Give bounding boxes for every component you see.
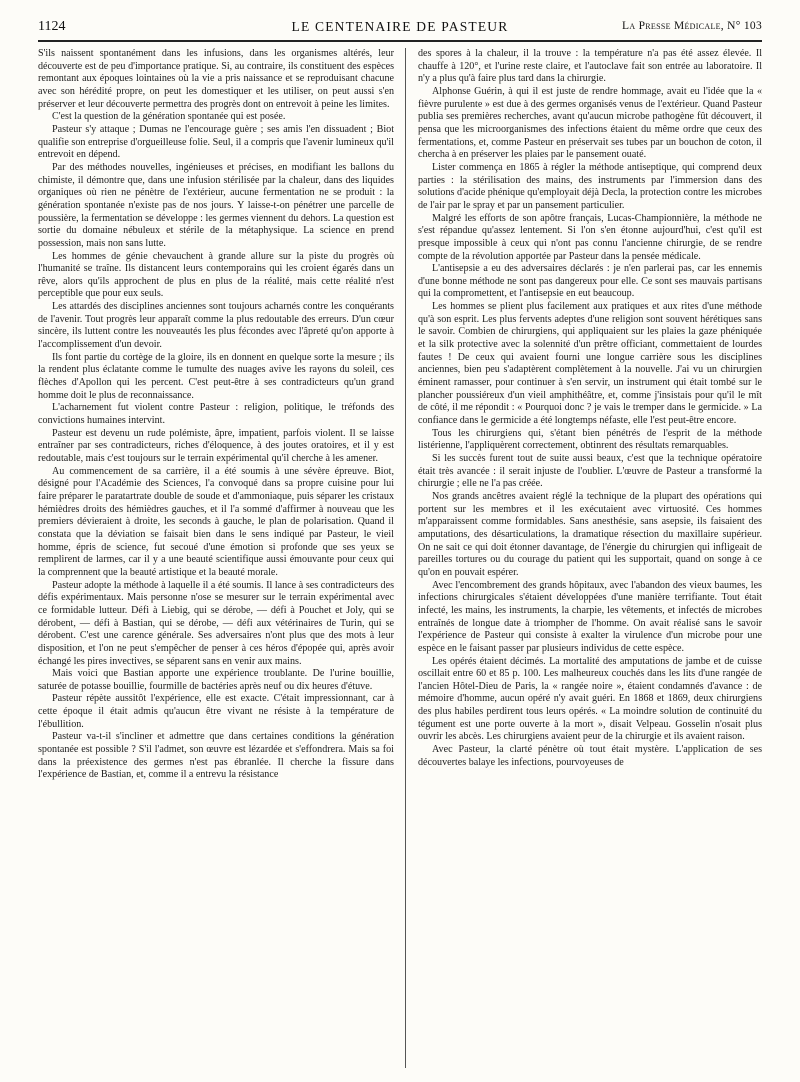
paragraph: C'est la question de la génération spontanée qui est posée. [52, 111, 286, 123]
paragraph: Avec Pasteur, la clarté pénètre où tout était mystère. L'application de ses découvertes balaye les infections, pourvoyeuses de [418, 744, 762, 768]
paragraph: Les attardés des disciplines anciennes sont toujours acharnés contre les conquérants de l'avenir. Tout progrès leur apparaît comme la plus redoutable des erreurs. D'un cœur sincère, ils luttent contre les nouveautés les plus fécondes avec l'âpreté qu'on apporte à l'accomplissement d'un devoir. [38, 301, 394, 351]
paragraph: Lister commença en 1865 à régler la méthode antiseptique, qui comprend deux parties : la stérilisation des mains, des instruments par l'immersion dans des solutions d'acide phénique qu'employait déjà Decla, la protection contre les microbes de l'air par le spray et par un pansement particulier. [418, 161, 762, 211]
paragraph: Nos grands ancêtres avaient réglé la technique de la plupart des opérations qui portent sur les membres et il les exécutaient avec virtuosité. Ces hommes m'apparaissent comme formidables. Sans anesthésie, sans asepsie, ils faisaient des amputations, des désarticulations, la dramatique résection du maxillaire supérieur. On ne sait ce qui doit étonner davantage, de l'énergie du chirurgien qui infligeait de pareilles tortures ou du courage du patient qui les supportait, quand on songe à ce qu'on en pouvait espérer. [418, 490, 762, 578]
paragraph: L'antisepsie a eu des adversaires déclarés : je n'en parlerai pas, car les ennemis d'une bonne méthode ne sont pas dangereux pour elle. Ce sont ses mauvais partisans qui la compromettent, et l'antisepsie en eut beaucoup. [418, 263, 762, 300]
paragraph: Les hommes se plient plus facilement aux pratiques et aux rites d'une méthode qu'à son esprit. Les plus fervents adeptes d'une religion sont souvent hérétiques sans le savoir. Combien de chirurgiens, qui appliquaient sur les plaies la gaze phéniquée et la silk protective avec la solennité d'un prêtre officiant, commettaient de lourdes fautes ! De ceux qui avaient fourni une longue carrière sous les disciplines anciennes, bien peu s'adaptèrent complètement à la nouvelle. J'ai vu un chirurgien éminent ramasser, pour continuer à s'en servir, un instrument qui était tombé sur le plancher poussiéreux d'un vieil amphithéâtre, et, comme j'insistais pour qu'il le mît de côté, il me répondit : « Pourquoi donc ? je vais le tremper dans le germicide. » La confiance dans le germicide a été longtemps néfaste, elle l'est peut-être encore. [418, 301, 762, 427]
column-divider [405, 48, 406, 1068]
paragraph: Pasteur est devenu un rude polémiste, âpre, impatient, parfois violent. Il se laisse entraîner par ses contradicteurs, riches d'éloquence, à des joutes oratoires, et il y est redoutable, mais c'est toujours sur le terrain expérimental qu'il cherche à les amener. [38, 427, 394, 464]
paragraph: Les opérés étaient décimés. La mortalité des amputations de jambe et de cuisse oscillait entre 60 et 85 p. 100. Les malheureux couchés dans les lits d'une rangée de l'ancien Hôtel-Dieu de Paris, la « rangée noire », étaient condamnés d'avance : de mémoire d'homme, aucun opéré n'y avait guéri. En 1868 et 1869, deux chirurgiens des plus habiles perdirent tous leurs opérés. « La moindre solution de continuité du tégument est une porte ouverte à la mort », disait Velpeau. Gosselin n'osait plus ouvrir les abcès. Les chirurgiens avaient peur de la chirurgie et ils avaient raison. [418, 655, 762, 743]
paragraph: Si les succès furent tout de suite aussi beaux, c'est que la technique opératoire était très avancée : il serait injuste de l'oublier. L'œuvre de Pasteur a transformé la chirurgie ; elle ne l'a pas créée. [418, 453, 762, 490]
journal-issue: La Presse Médicale, N° 103 [622, 20, 762, 32]
page-header [38, 14, 762, 42]
right-column [418, 48, 762, 1074]
paragraph: Mais voici que Bastian apporte une expérience troublante. De l'urine bouillie, saturée de potasse bouillie, fourmille de bactéries après neuf ou dix heures d'étuve. [38, 668, 394, 692]
paragraph: L'acharnement fut violent contre Pasteur : religion, politique, le tréfonds des convictions humaines intervint. [38, 402, 394, 427]
paragraph: Par des méthodes nouvelles, ingénieuses et précises, en modifiant les ballons du chimiste, il démontre que, dans une infusion stérilisée par la chaleur, dans des liquides organiques où rien ne pénètre de l'extérieur, aucune fermentation ne se produit : la génération spontanée n'existe pas de nos jours. Y laisse-t-on pénétrer une parcelle de poussière, la fermentation se développe : les germes viennent du dehors. La question est sortie du domaine nébuleux et stérile de la métaphysique. La science en prend possession, mais non sans lutte. [38, 161, 394, 249]
running-title: LE CENTENAIRE DE PASTEUR [291, 19, 509, 34]
paragraph: Pasteur adopte la méthode à laquelle il a été soumis. Il lance à ses contradicteurs des défis expérimentaux. Mais personne n'ose se mesurer sur le terrain expérimental avec ce formidable lutteur. Défi à Liebig, qui se dérobe, — défi à Pouchet et Joly, qui se dérobent, — défi à Bastian, qui se dérobe, — défi aux vétérinaires de Turin, qui se dérobent. C'est une carence générale. Ses adversaires n'ont plus que des mots à leur disposition, et l'on ne peut s'empêcher de penser à ces héros d'épopée qui, après avoir échangé les pires invectives, se séparent sans en venir aux mains. [38, 579, 394, 667]
paragraph: Ils font partie du cortège de la gloire, ils en donnent en quelque sorte la mesure ; ils la rendent plus éclatante comme le tumulte des nuages avive les rayons du soleil, ces flèches d'Apollon qui les percent. C'est peut-être à ses contradicteurs qu'un grand homme doit le plus de reconnaissance. [38, 351, 394, 401]
paragraph: Pasteur répète aussitôt l'expérience, elle est exacte. C'était impressionnant, car à cette époque il était admis qu'aucun être vivant ne résiste à la température de l'ébullition. [38, 693, 394, 730]
paragraph: des spores à la chaleur, il la trouve : la température n'a pas été assez élevée. Il chauffe à 120°, et l'urine reste claire, et l'autoclave fait son entrée au laboratoire. Il n'y a plus qu'à faire plus tard dans la chirurgie. [418, 48, 762, 85]
paragraph: Avec l'encombrement des grands hôpitaux, avec l'abandon des vieux baumes, les infections chirurgicales s'étaient développées d'une manière terrifiante. Tout était infecté, les mains, les instruments, la charpie, les vêtements, et infectés de microbes entraînés de longue date à triompher de l'homme. On avait réalisé sans le savoir l'expérience de Pasteur qui consiste à exalter la virulence d'un microbe pour une espèce en le faisant passer par plusieurs individus de cette espèce. [418, 579, 762, 654]
paragraph: Tous les chirurgiens qui, s'étant bien pénétrés de l'esprit de la méthode listérienne, l'appliquèrent correctement, obtinrent des résultats remarquables. [418, 427, 762, 452]
paragraph: Pasteur va-t-il s'incliner et admettre que dans certaines conditions la génération spontanée est possible ? S'il l'admet, son œuvre est lézardée et s'effondrera. Mais sa foi dans la préexistence des germes n'est pas ébranlée. Il cherche la fissure dans l'expérience de Bastian, et, comme il a entrevu la résistance [38, 731, 394, 781]
paragraph: Malgré les efforts de son apôtre français, Lucas-Championnière, la méthode ne s'est répandue qu'assez lentement. Si l'on s'en étonne aujourd'hui, c'est qu'il est presque impossible à ceux qui n'ont pas connu l'ancienne chirurgie, de se rendre compte de la révolution apportée par Pasteur dans la pensée médicale. [418, 212, 762, 262]
paragraph: Alphonse Guérin, à qui il est juste de rendre hommage, avait eu l'idée que la « fièvre purulente » est due à des germes organisés venus de l'extérieur. Quand Pasteur publia ses premières recherches, avant qu'aucun microbe pathogène fût découvert, il pensa que les microorganismes des infections étaient du même ordre que ceux des fermentations, et, comme Pasteur en préservait ses tubes par un bouchon de coton, il chercha à en préserver les plaies par le pansement ouaté. [418, 85, 762, 161]
page-number: 1124 [38, 19, 66, 34]
paragraph: Pasteur s'y attaque ; Dumas ne l'encourage guère ; ses amis l'en dissuadent ; Biot qualifie son entreprise d'orgueilleuse folie. Seul, il a compris que l'avenir lumineux qu'il entrevoit en dépend. [38, 123, 394, 161]
paragraph: Au commencement de sa carrière, il a été soumis à une sévère épreuve. Biot, désigné pour l'Académie des Sciences, l'a convoqué dans sa propre cuisine pour lui faire préparer le paratartrate double de soude et d'ammoniaque, puis séparer les cristaux hémièdres droits des hémièdres gauches, et il l'a sommé d'affirmer à nouveau que les premiers dévieraient à droite, les seconds à gauche, le plan de polarisation. Quand il constata que la déviation se faisait bien dans le sens indiqué par Pasteur, le vieil homme, épris de science, fut secoué d'une émotion si profonde que ses yeux se remplirent de larmes, car il y a une beauté scientifique aussi émouvante pour ceux qui la comprennent que la beauté artistique et la beauté morale. [38, 465, 394, 578]
left-column [38, 48, 394, 1074]
paragraph: Les hommes de génie chevauchent à grande allure sur la piste du progrès où l'humanité se traîne. Ils distancent leurs contemporains qui les croient égarés dans un rêve, alors qu'ils approchent de plus en plus de la réalité, mais cette réalité n'est perceptible que pour eux seuls. [38, 250, 394, 300]
paragraph: S'ils naissent spontanément dans les infusions, dans les organismes altérés, leur découverte est de peu d'importance pratique. Si, au contraire, ils constituent des espèces remontant aux époques lointaines où la vie a pris naissance et se reproduisant chacune avec son hérédité propre, on peut les domestiquer et les utiliser, on peut aussi s'en préserver et leur découverte permettra des progrès dont on entrevoit à peine les limites. [38, 48, 394, 110]
